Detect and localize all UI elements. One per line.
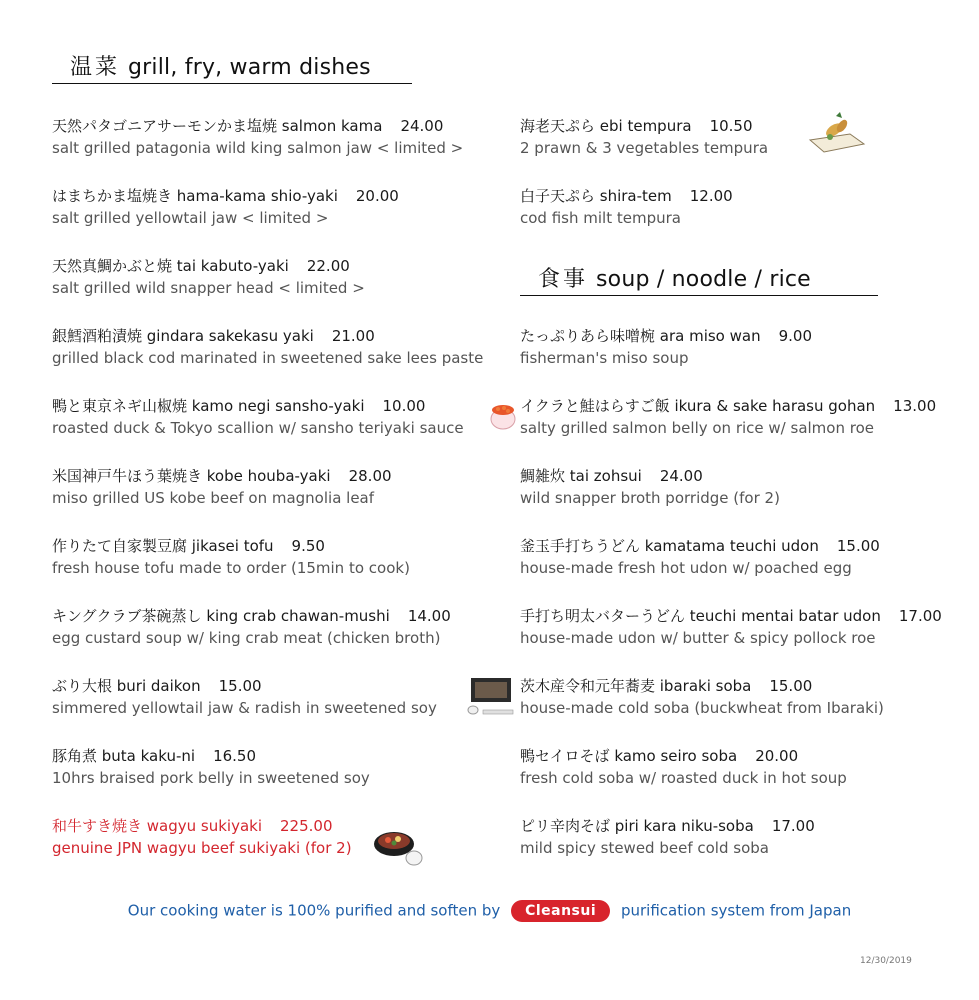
item-description: house-made udon w/ butter & spicy pollock roe: [520, 629, 876, 647]
item-name: [52, 466, 392, 486]
item-name: [520, 466, 780, 486]
item-name: [520, 186, 733, 206]
item-title: 銀鱈酒粕漬焼 gindara sakekasu yaki: [52, 327, 314, 345]
item-title: 豚角煮 buta kaku-ni: [52, 747, 196, 765]
item-name: [52, 816, 352, 836]
item-title: 作りたて自家製豆腐 jikasei tofu: [52, 537, 274, 555]
item-name: [520, 326, 812, 346]
section-title-warm-dishes: [52, 50, 412, 84]
item-title: 鯛雑炊 tai zohsui: [520, 467, 642, 485]
item-title: 和牛すき焼き wagyu sukiyaki: [52, 817, 263, 835]
item-title: キングクラブ茶碗蒸し king crab chawan-mushi: [52, 607, 390, 625]
item-description: salt grilled yellowtail jaw < limited >: [52, 209, 329, 227]
item-name: [520, 676, 884, 696]
item-name: [520, 396, 936, 416]
menu-item-gindara: [52, 326, 483, 368]
sukiyaki-pot-icon: [372, 826, 424, 868]
item-description: egg custard soup w/ king crab meat (chicken broth): [52, 629, 441, 647]
menu-item-wagyu-sukiyaki: [52, 816, 352, 858]
cleansui-logo: Cleansui: [511, 900, 610, 922]
item-name: [52, 256, 365, 276]
item-description: salt grilled wild snapper head < limited >: [52, 279, 365, 297]
section-title-jp: 温菜: [70, 55, 121, 80]
item-title: たっぷりあら味噌椀 ara miso wan: [520, 327, 761, 345]
section-title-en: soup / noodle / rice: [596, 267, 811, 292]
item-title: はまちかま塩焼き hama-kama shio-yaki: [52, 187, 338, 205]
ikura-bowl-icon: [488, 397, 518, 431]
section-title-meal: [520, 262, 878, 296]
item-title: 白子天ぷら shira-tem: [520, 187, 672, 205]
item-name: [520, 816, 815, 836]
item-price: 22.00: [306, 257, 350, 275]
item-price: 13.00: [893, 397, 937, 415]
item-price: 20.00: [355, 187, 399, 205]
item-price: 15.00: [769, 677, 813, 695]
item-title: 海老天ぷら ebi tempura: [520, 117, 692, 135]
item-description: fresh house tofu made to order (15min to cook): [52, 559, 410, 577]
menu-item-chawan-mushi: [52, 606, 451, 648]
item-description: cod fish milt tempura: [520, 209, 681, 227]
section-title-jp: 食事: [538, 267, 589, 292]
item-name: [52, 746, 370, 766]
item-price: 28.00: [348, 467, 392, 485]
item-price: 9.50: [291, 537, 325, 555]
menu-item-salmon-kama: [52, 116, 463, 158]
item-price: 24.00: [659, 467, 703, 485]
item-title: 米国神戸牛ほう葉焼き kobe houba-yaki: [52, 467, 331, 485]
item-name: [52, 606, 451, 626]
item-description: mild spicy stewed beef cold soba: [520, 839, 769, 857]
menu-item-kamatama-udon: [520, 536, 880, 578]
item-title: ぶり大根 buri daikon: [52, 677, 201, 695]
menu-item-ara-miso-wan: [520, 326, 812, 368]
menu-item-jikasei-tofu: [52, 536, 410, 578]
item-description: salt grilled patagonia wild king salmon jaw < limited >: [52, 139, 464, 157]
item-description: house-made cold soba (buckwheat from Ibaraki): [520, 699, 884, 717]
item-price: 15.00: [218, 677, 262, 695]
menu-item-piri-kara-soba: [520, 816, 815, 858]
item-description: grilled black cod marinated in sweetened sake lees paste: [52, 349, 484, 367]
item-description: salty grilled salmon belly on rice w/ salmon roe: [520, 419, 874, 437]
item-price: 10.00: [382, 397, 426, 415]
item-name: [52, 536, 410, 556]
menu-item-kamo-seiro-soba: [520, 746, 847, 788]
item-price: 12.00: [689, 187, 733, 205]
item-name: [52, 326, 483, 346]
menu-item-ikura-gohan: [520, 396, 936, 438]
item-description: fisherman's miso soup: [520, 349, 689, 367]
menu-item-buta-kakuni: [52, 746, 370, 788]
item-price: 10.50: [709, 117, 753, 135]
menu-item-buri-daikon: [52, 676, 437, 718]
menu-date: 12/30/2019: [860, 956, 912, 966]
item-price: 21.00: [331, 327, 375, 345]
item-description: fresh cold soba w/ roasted duck in hot soup: [520, 769, 847, 787]
item-title: 鴨と東京ネギ山椒焼 kamo negi sansho-yaki: [52, 397, 365, 415]
item-description: genuine JPN wagyu beef sukiyaki (for 2): [52, 839, 352, 857]
item-name: [52, 396, 464, 416]
menu-item-ibaraki-soba: [520, 676, 884, 718]
tempura-plate-icon: [806, 110, 866, 154]
item-title: 茨木産令和元年蕎麦 ibaraki soba: [520, 677, 752, 695]
item-name: [520, 606, 942, 626]
menu-item-ebi-tempura: [520, 116, 768, 158]
item-title: 手打ち明太バターうどん teuchi mentai batar udon: [520, 607, 881, 625]
item-name: [520, 746, 847, 766]
item-description: simmered yellowtail jaw & radish in sweetened soy: [52, 699, 437, 717]
item-description: 2 prawn & 3 vegetables tempura: [520, 139, 769, 157]
item-price: 17.00: [898, 607, 942, 625]
item-name: [52, 186, 399, 206]
item-description: wild snapper broth porridge (for 2): [520, 489, 780, 507]
item-description: 10hrs braised pork belly in sweetened soy: [52, 769, 370, 787]
item-title: 天然真鯛かぶと焼 tai kabuto-yaki: [52, 257, 289, 275]
menu-item-kobe-houba: [52, 466, 392, 508]
item-price: 17.00: [771, 817, 815, 835]
item-title: 釜玉手打ちうどん kamatama teuchi udon: [520, 537, 819, 555]
item-price: 24.00: [400, 117, 444, 135]
item-price: 15.00: [836, 537, 880, 555]
item-price: 225.00: [280, 817, 333, 835]
menu-item-mentai-udon: [520, 606, 942, 648]
footer-text-before: Our cooking water is 100% purified and soften by: [127, 901, 501, 920]
item-price: 16.50: [213, 747, 257, 765]
item-name: [52, 676, 437, 696]
menu-item-kamo-negi: [52, 396, 464, 438]
menu-item-tai-zohsui: [520, 466, 780, 508]
item-title: 天然パタゴニアサーモンかま塩焼 salmon kama: [52, 117, 383, 135]
item-price: 20.00: [755, 747, 799, 765]
item-name: [520, 536, 880, 556]
menu-item-hama-kama: [52, 186, 399, 228]
item-title: ピリ辛肉そば piri kara niku-soba: [520, 817, 754, 835]
menu-item-shira-tem: [520, 186, 733, 228]
item-title: 鴨セイロそば kamo seiro soba: [520, 747, 738, 765]
item-name: [520, 116, 768, 136]
item-name: [52, 116, 463, 136]
item-description: roasted duck & Tokyo scallion w/ sansho teriyaki sauce: [52, 419, 464, 437]
item-price: 9.00: [778, 327, 813, 345]
item-description: house-made fresh hot udon w/ poached egg: [520, 559, 852, 577]
item-description: miso grilled US kobe beef on magnolia leaf: [52, 489, 375, 507]
item-title: イクラと鮭はらすご飯 ikura & sake harasu gohan: [520, 397, 876, 415]
soba-tray-icon: [465, 676, 517, 720]
menu-item-tai-kabuto: [52, 256, 365, 298]
section-title-en: grill, fry, warm dishes: [128, 55, 371, 80]
footer-note: [0, 900, 979, 922]
item-price: 14.00: [407, 607, 451, 625]
footer-text-after: purification system from Japan: [620, 901, 852, 920]
